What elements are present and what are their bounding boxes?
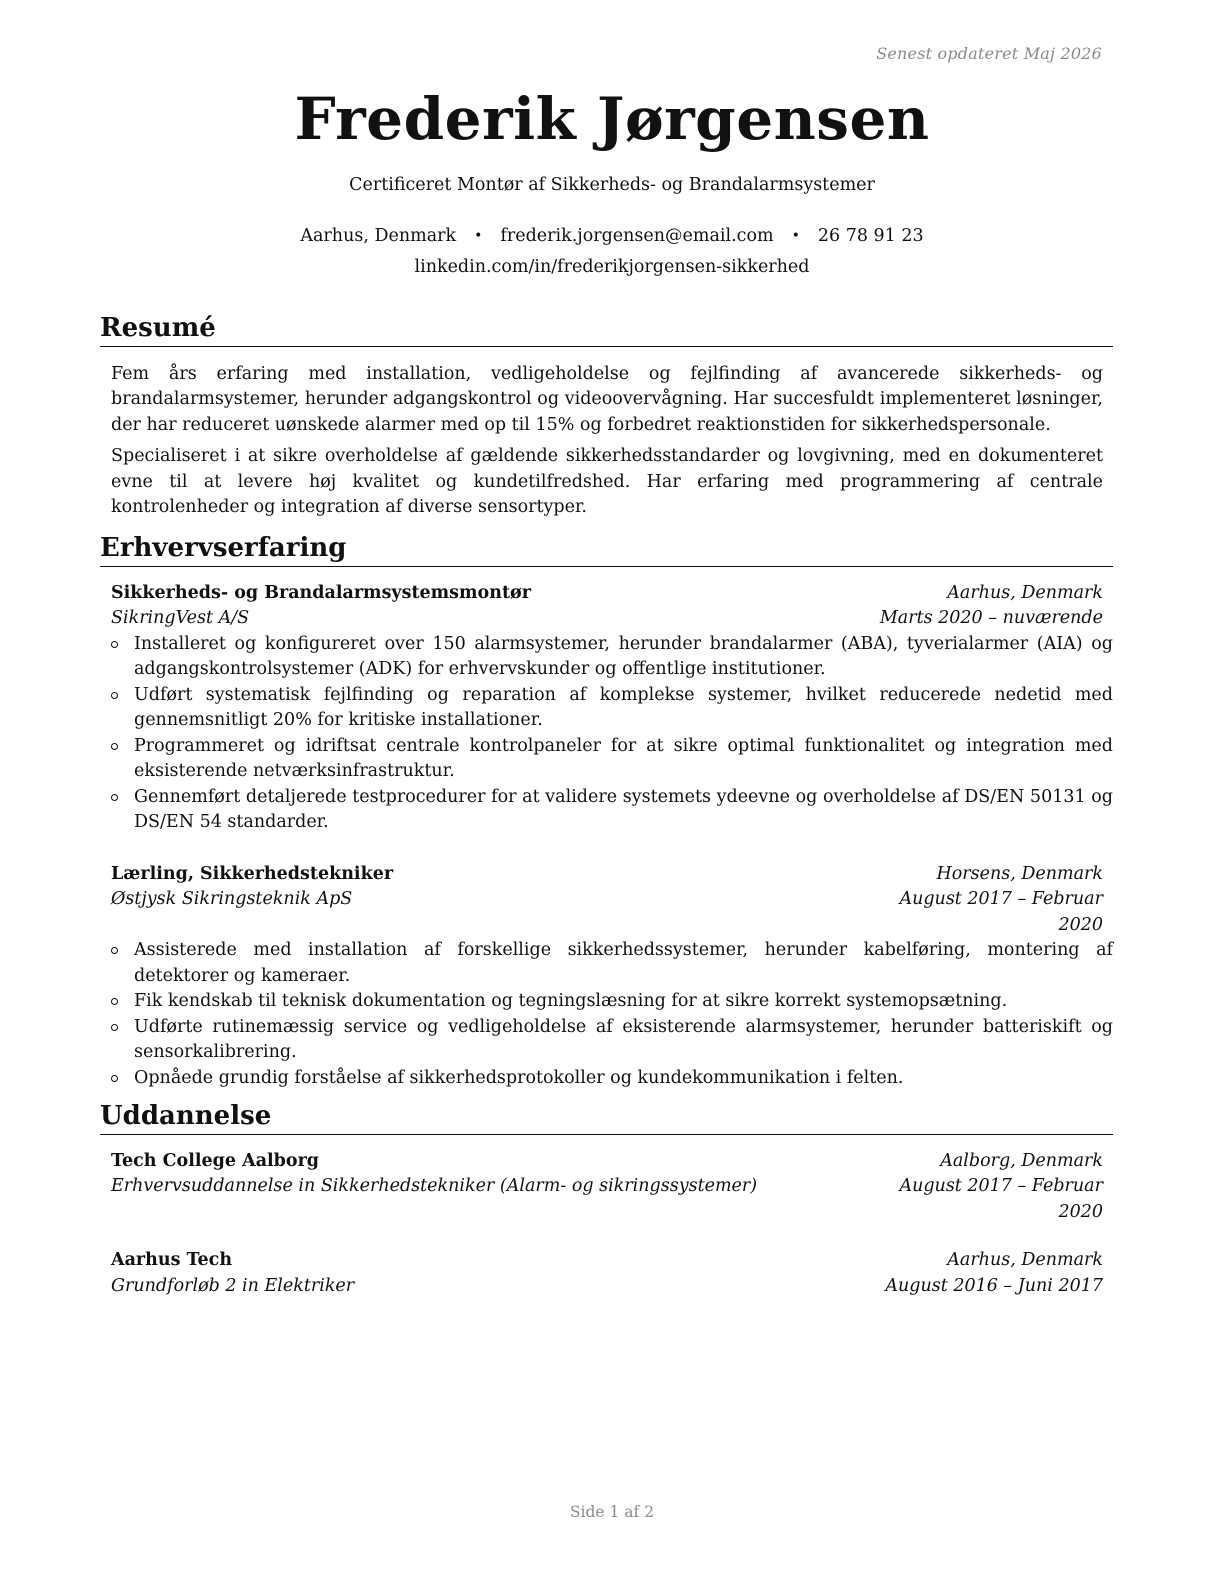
job-dates: August 2017 – Februar 2020	[899, 889, 1103, 935]
person-name: Frederik Jørgensen	[294, 85, 930, 153]
section-title-experience: Erhvervserfaring	[100, 534, 1113, 567]
bullet-separator: •	[474, 227, 483, 244]
school-name: Tech College Aalborg	[111, 1150, 320, 1171]
list-item: Installeret og konfigureret over 150 alarmsystemer, herunder brandalarmer (ABA), tyverialarmer (AIA) og adgangskontrolsystemer (ADK) for erhvervskunder og offentlige institutioner.	[100, 632, 1113, 683]
location-text: Aarhus, Denmark	[300, 225, 457, 246]
job-location: Horsens, Denmark	[936, 863, 1103, 884]
education-section	[100, 1102, 1113, 1299]
circle-bullet-icon	[111, 794, 118, 801]
summary-paragraph: Specialiseret i at sikre overholdelse af gældende sikkerhedsstandarder og lovgivning, med en dokumenteret evne til at levere høj kvalitet og kundetilfredshed. Har erfaring med programmering af centrale kontrolenheder og integration af diverse sensortyper.	[111, 446, 1103, 518]
list-item: Gennemført detaljerede testprocedurer for at validere systemets ydeevne og overholdelse af DS/EN 50131 og DS/EN 54 standarder.	[100, 785, 1113, 836]
school-name: Aarhus Tech	[111, 1250, 233, 1271]
summary-paragraph: Fem års erfaring med installation, vedligeholdelse og fejlfinding af avancerede sikkerheds- og brandalarmsystemer, herunder adgangskontrol og videoovervågning. Har succesfuldt implementeret løsninger, der har reduceret uønskede alarmer med op til 15% og forbedret reaktionstiden for sikkerhedspersonale.	[111, 363, 1103, 435]
achievement-list	[100, 938, 1113, 1091]
list-item: Udført systematisk fejlfinding og reparation af komplekse systemer, hvilket reducerede nedetid med gennemsnitligt 20% for kritiske installationer.	[100, 683, 1113, 734]
circle-bullet-icon	[111, 743, 118, 750]
list-item: Opnåede grundig forståelse af sikkerhedsprotokoller og kundekommunikation i felten.	[100, 1066, 1113, 1092]
job-location: Aarhus, Denmark	[947, 582, 1103, 603]
list-item: Udførte rutinemæssig service og vedligeholdelse af eksisterende alarmsystemer, herunder batteriskift og sensorkalibrering.	[100, 1015, 1113, 1066]
school-location: Aarhus, Denmark	[947, 1250, 1103, 1271]
circle-bullet-icon	[111, 692, 118, 699]
linkedin-link[interactable]: linkedin.com/in/frederikjorgensen-sikkerhed	[414, 256, 810, 277]
resume-header	[0, 86, 1224, 278]
section-title-summary: Resumé	[100, 314, 1113, 347]
education-entry	[100, 1248, 1113, 1299]
phone-number: 26 78 91 23	[817, 225, 924, 246]
school-location: Aalborg, Denmark	[940, 1150, 1103, 1171]
list-item: Fik kendskab til teknisk dokumentation og tegningslæsning for at sikre korrekt systemopsætning.	[100, 989, 1113, 1015]
circle-bullet-icon	[111, 947, 118, 954]
list-item: Assisterede med installation af forskellige sikkerhedssystemer, herunder kabelføring, montering af detektorer og kameraer.	[100, 938, 1113, 989]
study-dates: August 2016 – Juni 2017	[885, 1275, 1103, 1296]
professional-title: Certificeret Montør af Sikkerheds- og Brandalarmsystemer	[349, 174, 875, 195]
last-updated-note: Senest opdateret Maj 2026	[876, 44, 1102, 63]
circle-bullet-icon	[111, 641, 118, 648]
achievement-list	[100, 632, 1113, 836]
contact-line	[0, 226, 1224, 247]
company-name: SikringVest A/S	[111, 608, 250, 629]
email-link[interactable]: frederik.jorgensen@email.com	[500, 225, 774, 246]
experience-section	[100, 534, 1113, 1091]
experience-entry	[100, 581, 1113, 632]
circle-bullet-icon	[111, 998, 118, 1005]
circle-bullet-icon	[111, 1075, 118, 1082]
summary-section	[100, 314, 1113, 521]
page-number: Side 1 af 2	[569, 1503, 655, 1521]
job-title: Sikkerheds- og Brandalarmsystemsmontør	[111, 582, 531, 603]
list-item: Programmeret og idriftsat centrale kontrolpaneler for at sikre optimal funktionalitet og integration med eksisterende netværksinfrastruktur.	[100, 734, 1113, 785]
job-dates: Marts 2020 – nuværende	[879, 608, 1103, 629]
degree-name: Erhvervsuddannelse in Sikkerhedstekniker (Alarm- og sikringssystemer)	[111, 1176, 758, 1197]
job-title: Lærling, Sikkerhedstekniker	[111, 863, 394, 884]
study-dates: August 2017 – Februar 2020	[899, 1176, 1103, 1222]
degree-name: Grundforløb 2 in Elektriker	[111, 1275, 355, 1296]
circle-bullet-icon	[111, 1024, 118, 1031]
bullet-separator: •	[791, 227, 800, 244]
education-entry	[100, 1149, 1113, 1226]
section-title-education: Uddannelse	[100, 1102, 1113, 1135]
experience-entry	[100, 862, 1113, 939]
company-name: Østjysk Sikringsteknik ApS	[111, 889, 353, 910]
